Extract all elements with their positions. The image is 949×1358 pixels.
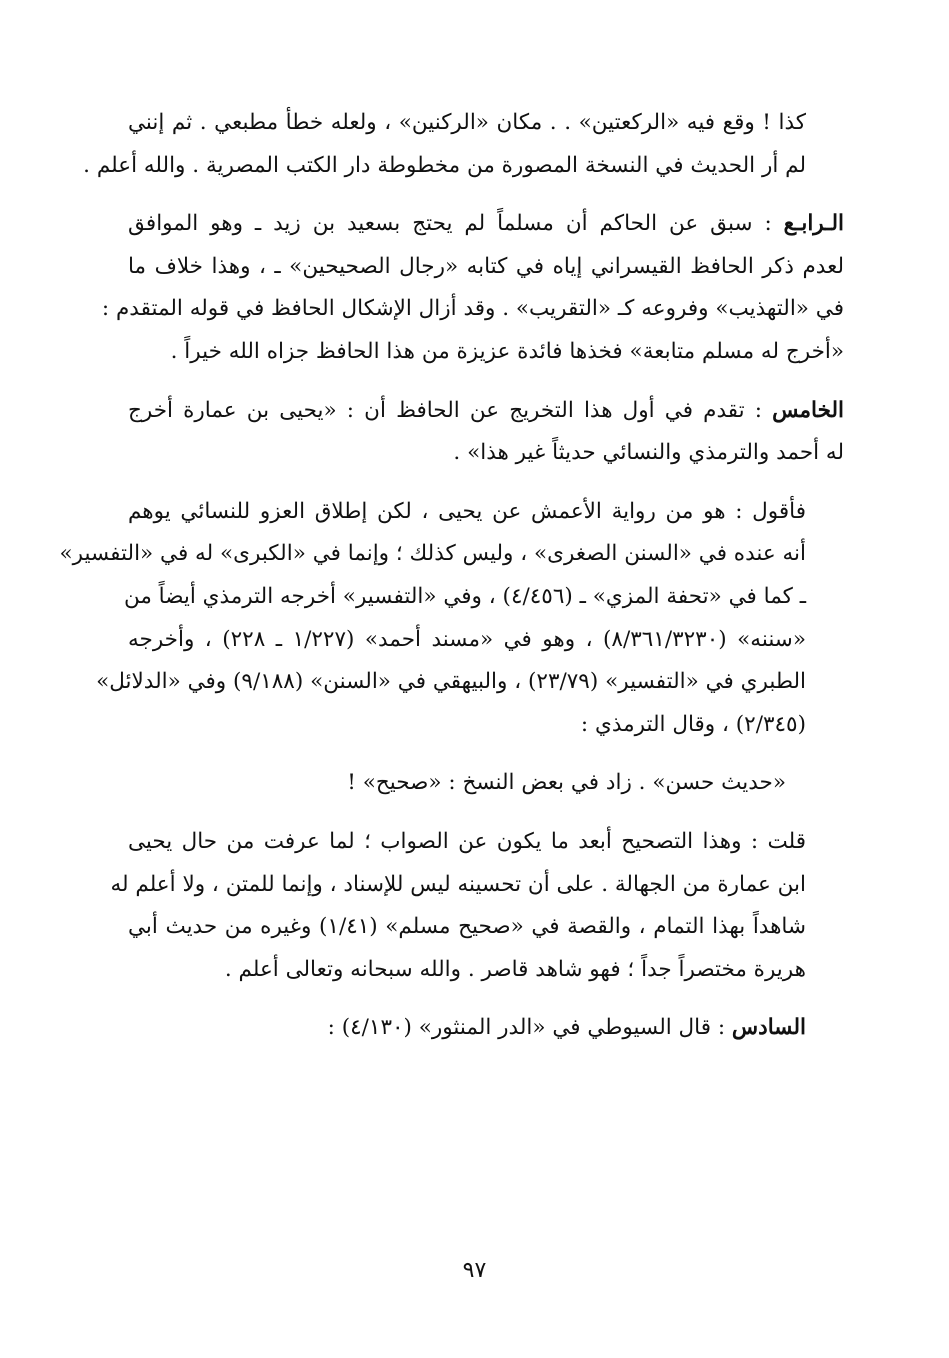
paragraph-commentary [59,491,844,747]
book-page [59,102,844,1282]
section-heading-sixth: السادس [731,1015,806,1041]
text-line: الـرابـع : سبق عن الحاكم أن مسلماً لم يحتج بسعيد بن زيد ـ وهو الموافق [128,211,844,237]
page-number: ٩٧ [462,1258,487,1283]
quote-tirmidhi [128,762,844,805]
text-line: كذا ! وقع فيه «الركعتين» . . مكان «الركنين» ، ولعله خطأ مطبعي . ثم إنني [128,110,806,135]
text-line: الخامس : تقدم في أول هذا التخريج عن الحافظ أن : «يحيى بن عمارة أخرج [128,397,844,423]
text-line: السادس : قال السيوطي في «الدر المنثور» (٤/١٣٠) : [327,1015,806,1041]
text-line: ابن عمارة من الجهالة . على أن تحسينه ليس للإسناد ، وإنما للمتن ، ولا أعلم له [110,871,806,897]
text-line: له أحمد والترمذي والنسائي حديثاً غير هذا» . [453,440,844,466]
text-line: شاهداً بهذا التمام ، والقصة في «صحيح مسلم» (١/٤١) وغيره من حديث أبي [128,914,806,940]
text-line: لعدم ذكر الحافظ القيسراني إياه في كتابه «رجال الصحيحين» ـ ، وهذا خلاف ما [128,253,844,279]
text-line: «سننه» (٨/٣٦١/٣٢٣٠) ، وهو في «مسند أحمد» (١/٢٢٧ ـ ٢٢٨) ، وأخرجه [128,626,806,652]
section-heading-fourth: الـرابـع [783,211,844,237]
text-line: الطبري في «التفسير» (٢٣/٧٩) ، والبيهقي في «السنن» (٩/١٨٨) وفي «الدلائل» [96,669,806,695]
text-line: (٢/٣٤٥) ، وقال الترمذي : [580,711,806,737]
paragraph-1 [83,102,844,187]
paragraph-fifth [128,390,844,475]
paragraph-sixth [128,1007,844,1050]
text-line: قلت : وهذا التصحيح أبعد ما يكون عن الصواب ؛ لما عرفت من حال يحيى [128,828,806,854]
paragraph-fourth [101,203,844,373]
text-line: أنه عنده في «السنن الصغرى» ، وليس كذلك ؛ وإنما في «الكبرى» له في «التفسير» [59,541,806,567]
text-line: هريرة مختصراً جداً ؛ فهو شاهد قاصر . والله سبحانه وتعالى أعلم . [224,956,806,982]
text-line: «أخرج له مسلم متابعة» فخذها فائدة عزيزة من هذا الحافظ جزاه الله خيراً . [170,338,844,364]
text-line: ـ كما في «تحفة المزي» ـ (٤/٤٥٦) ، وفي «التفسير» أخرجه الترمذي أيضاً من [123,583,806,609]
text-line: «حديث حسن» . زاد في بعض النسخ : «صحيح» ! [347,770,786,796]
text-line: في «التهذيب» وفروعه كـ «التقريب» . وقد أزال الإشكال الحافظ في قوله المتقدم : [101,296,844,322]
text-line: فأقول : هو من رواية الأعمش عن يحيى ، لكن إطلاق العزو للنسائي يوهم [128,498,806,524]
text-line: لم أر الحديث في النسخة المصورة من مخطوطة دار الكتب المصرية . والله أعلم . [83,152,806,178]
section-heading-fifth: الخامس [772,397,844,423]
paragraph-qultu [110,821,844,991]
